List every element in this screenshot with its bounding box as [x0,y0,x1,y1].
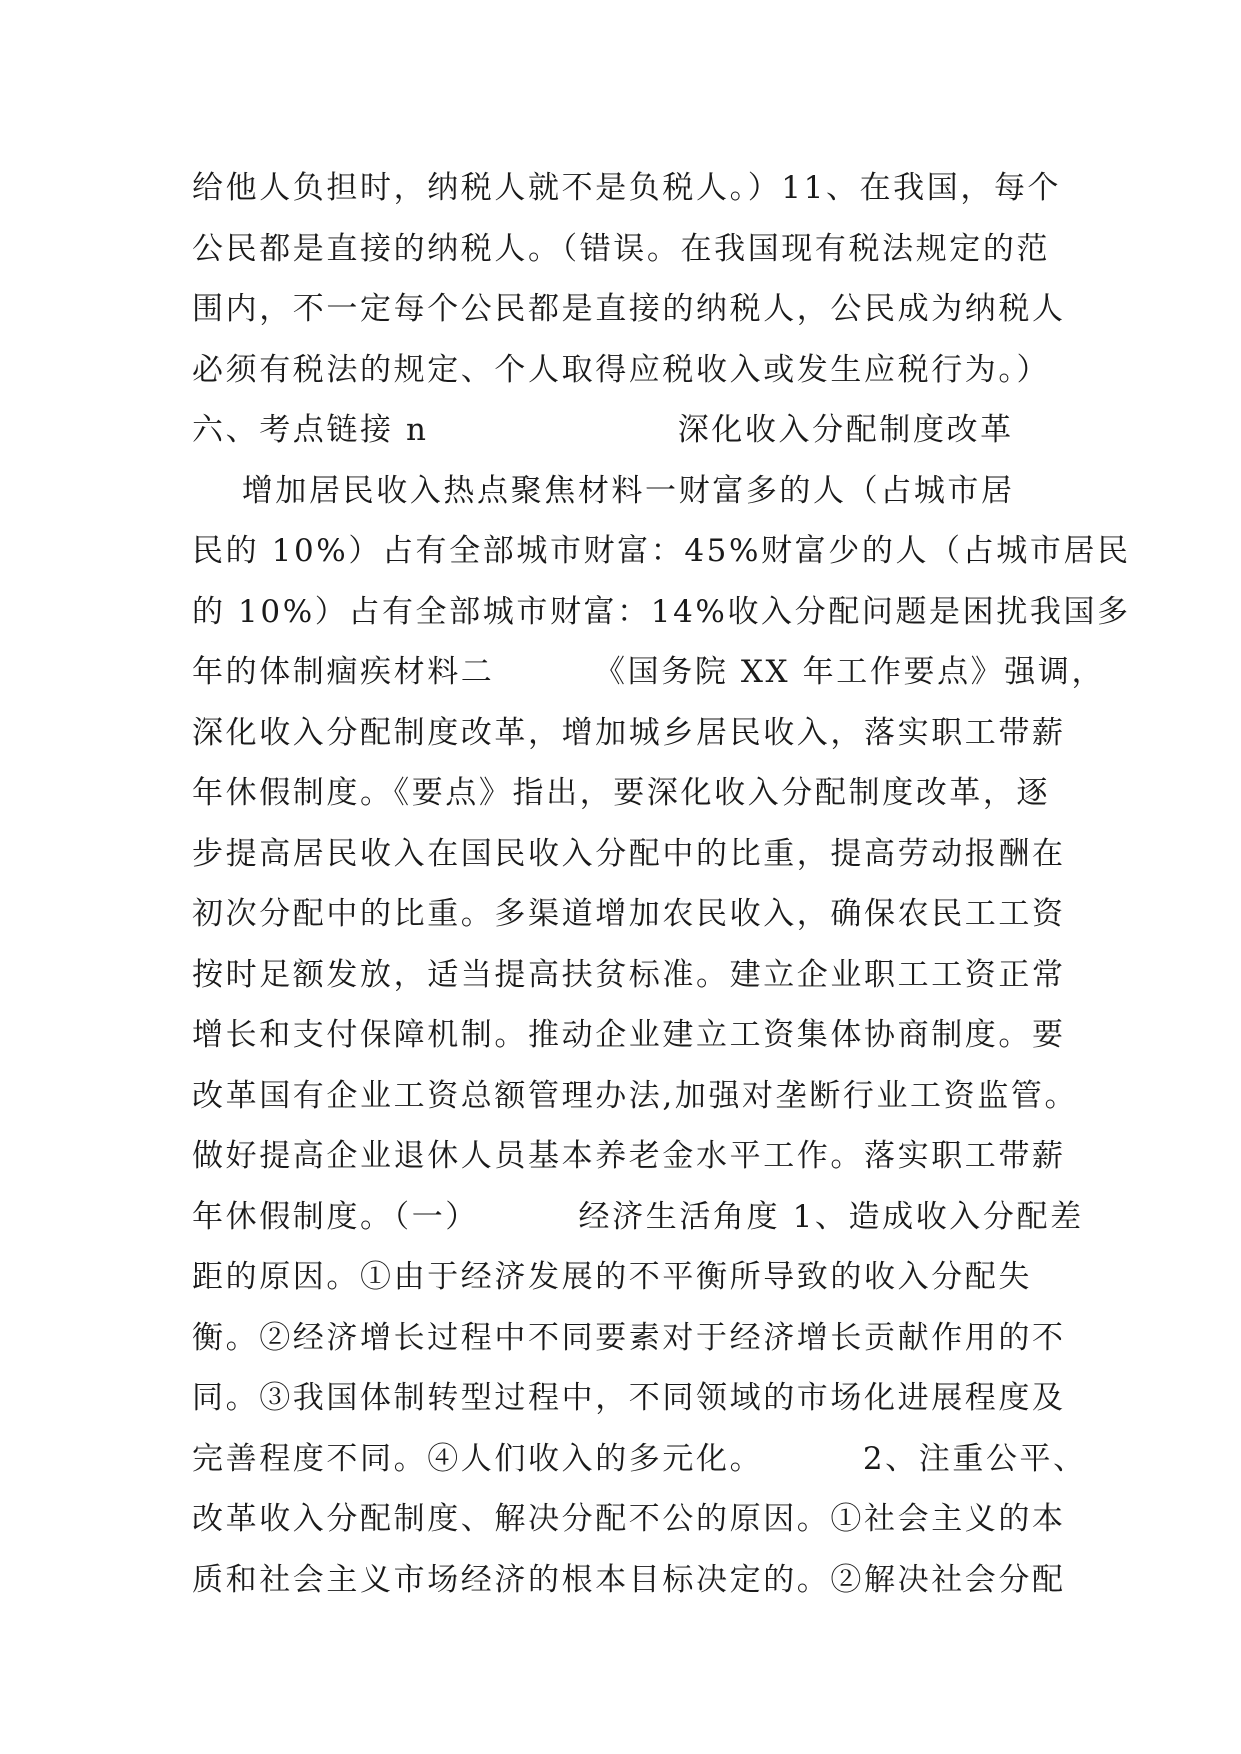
text-line: 民的 10%）占有全部城市财富：45%财富少的人（占城市居民 [192,533,1131,569]
text-line: 改革收入分配制度、解决分配不公的原因。①社会主义的本 [192,1501,1066,1537]
text-line: 年休假制度。《要点》指出，要深化收入分配制度改革，逐 [192,775,1051,811]
text-line: 同。③我国体制转型过程中，不同领域的市场化进展程度及 [192,1380,1066,1416]
body-text [192,158,1131,1610]
text-line: 年的体制痼疾材料二 《国务院 XX 年工作要点》强调， [192,654,1106,690]
text-line: 做好提高企业退休人员基本养老金水平工作。落实职工带薪 [192,1138,1066,1174]
text-line: 给他人负担时，纳税人就不是负税人。）11、在我国，每个 [192,170,1062,206]
text-line: 初次分配中的比重。多渠道增加农民收入，确保农民工工资 [192,896,1066,932]
text-line: 质和社会主义市场经济的根本目标决定的。②解决社会分配 [192,1561,1066,1598]
text-line: 年休假制度。（一） 经济生活角度 1、造成收入分配差 [192,1198,1084,1235]
section-heading-line: 六、考点链接 n 深化收入分配制度改革 [192,412,1014,448]
text-line: 改革国有企业工资总额管理办法,加强对垄断行业工资监管。 [192,1077,1079,1114]
text-line: 步提高居民收入在国民收入分配中的比重，提高劳动报酬在 [192,835,1066,872]
text-line: 增长和支付保障机制。推动企业建立工资集体协商制度。要 [192,1017,1066,1053]
text-line: 围内，不一定每个公民都是直接的纳税人，公民成为纳税人 [192,291,1066,327]
text-line: 按时足额发放，适当提高扶贫标准。建立企业职工工资正常 [192,956,1066,993]
text-line: 公民都是直接的纳税人。（错误。在我国现有税法规定的范 [192,230,1051,267]
text-line: 完善程度不同。④人们收入的多元化。 2、注重公平、 [192,1440,1087,1477]
text-line: 的 10%）占有全部城市财富：14%收入分配问题是困扰我国多 [192,593,1131,630]
text-line: 必须有税法的规定、个人取得应税收入或发生应税行为。） [192,351,1051,388]
text-line: 距的原因。①由于经济发展的不平衡所导致的收入分配失 [192,1259,1032,1295]
paragraph-start-line: 增加居民收入热点聚焦材料一财富多的人（占城市居 [192,472,1015,509]
text-line: 衡。②经济增长过程中不同要素对于经济增长贡献作用的不 [192,1319,1066,1356]
text-line: 深化收入分配制度改革，增加城乡居民收入，落实职工带薪 [192,714,1066,751]
